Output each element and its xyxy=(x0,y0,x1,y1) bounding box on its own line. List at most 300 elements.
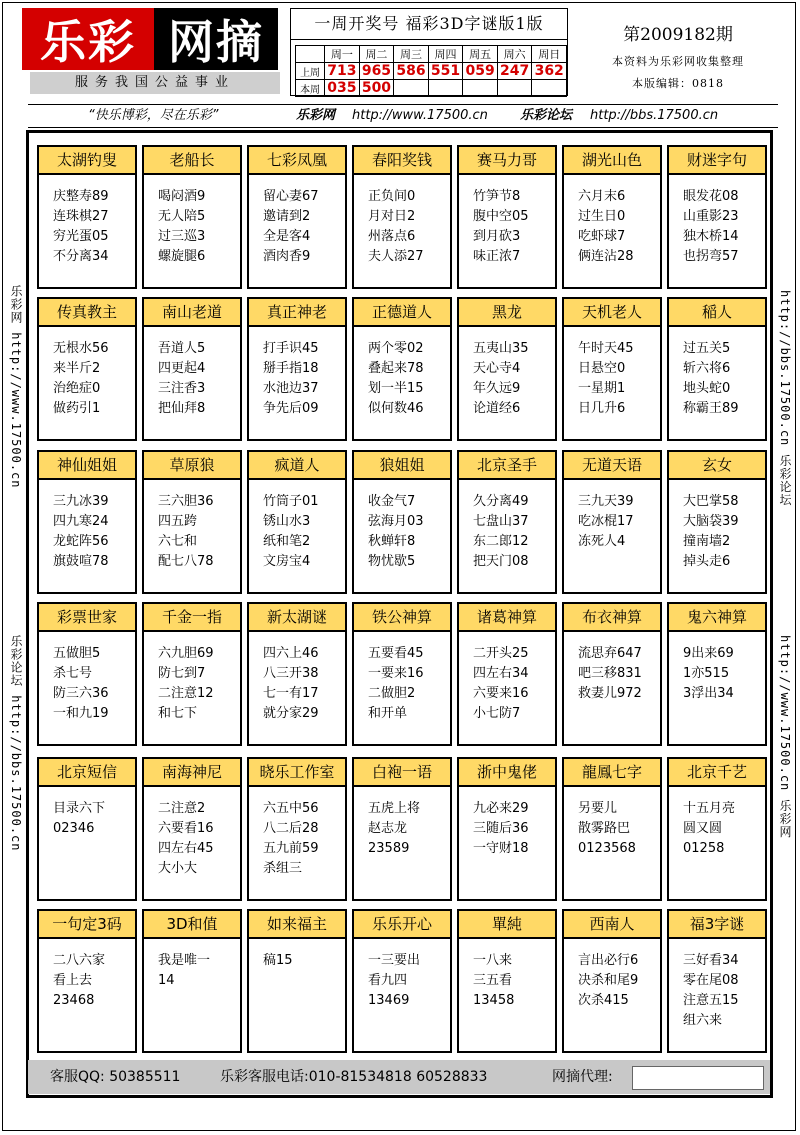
card-line: 味正浓7 xyxy=(473,249,521,264)
card-lines xyxy=(354,327,450,419)
card-lines xyxy=(144,939,240,991)
forecast-card xyxy=(667,757,767,901)
card-title: 玄女 xyxy=(669,452,765,480)
card-line: 救妻儿972 xyxy=(578,686,642,701)
card-line: 论道经6 xyxy=(473,401,521,416)
card-line: 二八六家 xyxy=(53,953,106,968)
card-line: 五夷山35 xyxy=(473,341,529,356)
card-line: 穷光蛋05 xyxy=(53,229,109,244)
card-lines xyxy=(39,632,135,724)
card-lines xyxy=(39,939,135,1011)
issue-editor: 本版编辑：0818 xyxy=(632,77,724,90)
card-line: 二注意12 xyxy=(158,686,214,701)
day-header: 周四 xyxy=(428,46,463,63)
card-line: 年久远9 xyxy=(473,381,521,396)
card-line: 五虎上将 xyxy=(368,801,421,816)
card-title: 真正神老 xyxy=(249,299,345,327)
logo-right: 网摘 xyxy=(154,8,278,70)
card-lines xyxy=(459,632,555,724)
card-lines xyxy=(669,480,765,572)
card-line: 和七下 xyxy=(158,706,198,721)
card-line: 治绝症0 xyxy=(53,381,101,396)
card-lines xyxy=(354,632,450,724)
card-title: 传真教主 xyxy=(39,299,135,327)
last-week-number: 247 xyxy=(497,63,532,80)
issue-note: 本资料为乐彩网收集整理 xyxy=(612,55,744,68)
forecast-card xyxy=(457,757,557,901)
card-line: 文房宝4 xyxy=(263,554,311,569)
card-title: 北京千艺 xyxy=(669,759,765,787)
forecast-card xyxy=(247,297,347,441)
card-line: 锈山水3 xyxy=(263,514,311,529)
card-lines xyxy=(144,327,240,419)
card-line: 二注意2 xyxy=(158,801,206,816)
card-line: 庆整寿89 xyxy=(53,189,109,204)
forecast-card xyxy=(457,909,557,1053)
card-line: 竹笋节8 xyxy=(473,189,521,204)
card-line: 9出来69 xyxy=(683,646,734,661)
card-title: 浙中鬼佬 xyxy=(459,759,555,787)
card-line: 零在尾08 xyxy=(683,973,739,988)
card-line: 掰手指18 xyxy=(263,361,319,376)
this-week-number: 500 xyxy=(359,80,394,97)
last-week-number: 362 xyxy=(532,63,567,80)
day-header: 周日 xyxy=(532,46,567,63)
card-lines xyxy=(249,787,345,879)
card-line: 吃虾球7 xyxy=(578,229,626,244)
card-line: 四六上46 xyxy=(263,646,319,661)
forecast-card xyxy=(37,909,137,1053)
card-line: 吃冰棍17 xyxy=(578,514,634,529)
card-title: 七彩凤凰 xyxy=(249,147,345,175)
card-line: 九必来29 xyxy=(473,801,529,816)
card-lines xyxy=(564,327,660,419)
card-title: 湖光山色 xyxy=(564,147,660,175)
card-line: 三六胆36 xyxy=(158,494,214,509)
this-week-label: 本周 xyxy=(296,80,325,97)
card-title: 疯道人 xyxy=(249,452,345,480)
card-line: 独木桥14 xyxy=(683,229,739,244)
logo xyxy=(22,8,278,70)
card-line: 酒肉香9 xyxy=(263,249,311,264)
card-title: 彩票世家 xyxy=(39,604,135,632)
card-lines xyxy=(459,787,555,859)
card-line: 收金气7 xyxy=(368,494,416,509)
card-lines xyxy=(669,327,765,419)
last-week-number: 586 xyxy=(394,63,429,80)
card-line: 次杀415 xyxy=(578,993,629,1008)
card-lines xyxy=(39,327,135,419)
site2-url[interactable]: http://bbs.17500.cn xyxy=(590,108,719,123)
card-line: 大小大 xyxy=(158,861,198,876)
card-title: 南海神尼 xyxy=(144,759,240,787)
forecast-card xyxy=(142,757,242,901)
card-line: 赵志龙 xyxy=(368,821,408,836)
card-line: 俩连沾28 xyxy=(578,249,634,264)
this-week-number xyxy=(497,80,532,97)
card-title: 财迷字句 xyxy=(669,147,765,175)
forecast-card xyxy=(352,450,452,594)
card-line: 二开头25 xyxy=(473,646,529,661)
card-lines xyxy=(669,787,765,859)
card-line: 过五关5 xyxy=(683,341,731,356)
motto-bar xyxy=(28,104,778,128)
card-line: 东二郎12 xyxy=(473,534,529,549)
card-title: 狼姐姐 xyxy=(354,452,450,480)
card-line: 过三巡3 xyxy=(158,229,206,244)
card-line: 州落点6 xyxy=(368,229,416,244)
forecast-card xyxy=(562,145,662,289)
card-line: 月对日2 xyxy=(368,209,416,224)
card-line: 1亦515 xyxy=(683,666,730,681)
card-line: 把天门08 xyxy=(473,554,529,569)
card-line: 做药引1 xyxy=(53,401,101,416)
card-line: 一守财18 xyxy=(473,841,529,856)
card-title: 單純 xyxy=(459,911,555,939)
card-line: 四左右45 xyxy=(158,841,214,856)
card-line: 也拐弯57 xyxy=(683,249,739,264)
card-title: 如来福主 xyxy=(249,911,345,939)
forecast-card xyxy=(142,602,242,746)
card-line: 13458 xyxy=(473,993,515,1008)
card-line: 四九寒24 xyxy=(53,514,109,529)
card-lines xyxy=(39,787,135,839)
card-line: 五要看45 xyxy=(368,646,424,661)
card-title: 北京圣手 xyxy=(459,452,555,480)
card-line: 就分家29 xyxy=(263,706,319,721)
card-line: 七一有17 xyxy=(263,686,319,701)
card-title: 布衣神算 xyxy=(564,604,660,632)
card-lines xyxy=(669,632,765,704)
card-line: 物忧歇5 xyxy=(368,554,416,569)
card-lines xyxy=(354,939,450,1011)
card-line: 撞南墙2 xyxy=(683,534,731,549)
forecast-card xyxy=(142,297,242,441)
card-line: 不分离34 xyxy=(53,249,109,264)
card-title: 赛马力哥 xyxy=(459,147,555,175)
forecast-card xyxy=(667,602,767,746)
this-week-number xyxy=(428,80,463,97)
day-header: 周三 xyxy=(394,46,429,63)
last-week-number: 059 xyxy=(463,63,498,80)
card-title: 老船长 xyxy=(144,147,240,175)
card-line: 全是客4 xyxy=(263,229,311,244)
logo-left: 乐彩 xyxy=(22,8,154,70)
last-week-number: 713 xyxy=(325,63,360,80)
card-line: 五做胆5 xyxy=(53,646,101,661)
card-line: 一和九19 xyxy=(53,706,109,721)
forecast-card xyxy=(37,757,137,901)
agent-input[interactable] xyxy=(632,1066,764,1090)
card-line: 0123568 xyxy=(578,841,636,856)
site1-url[interactable]: http://www.17500.cn xyxy=(352,108,488,123)
card-lines xyxy=(39,480,135,572)
card-line: 打手识45 xyxy=(263,341,319,356)
card-title: 正德道人 xyxy=(354,299,450,327)
card-lines xyxy=(564,787,660,859)
motto-quote: “快乐博彩，尽在乐彩” xyxy=(88,108,219,123)
forecast-card xyxy=(352,145,452,289)
this-week-number xyxy=(532,80,567,97)
forecast-card xyxy=(37,297,137,441)
card-lines xyxy=(249,632,345,724)
card-line: 称霸王89 xyxy=(683,401,739,416)
card-title: 新太湖谜 xyxy=(249,604,345,632)
card-line: 13469 xyxy=(368,993,410,1008)
card-line: 十五月亮 xyxy=(683,801,736,816)
card-line: 六要看16 xyxy=(158,821,214,836)
card-line: 邀请到2 xyxy=(263,209,311,224)
card-line: 23468 xyxy=(53,993,95,1008)
card-line: 把仙拜8 xyxy=(158,401,206,416)
card-lines xyxy=(459,480,555,572)
card-line: 喝闷酒9 xyxy=(158,189,206,204)
slogan: 服务我国公益事业 xyxy=(30,72,280,94)
footer-phone: 乐彩客服电话:010-81534818 60528833 xyxy=(220,1069,488,1085)
card-line: 防七到7 xyxy=(158,666,206,681)
card-title: 草原狼 xyxy=(144,452,240,480)
card-line: 3浮出34 xyxy=(683,686,734,701)
card-lines xyxy=(249,939,345,971)
card-line: 似何数46 xyxy=(368,401,424,416)
forecast-card xyxy=(37,145,137,289)
this-week-number: 035 xyxy=(325,80,360,97)
card-line: 六九胆69 xyxy=(158,646,214,661)
last-week-number: 551 xyxy=(428,63,463,80)
card-lines xyxy=(144,632,240,724)
card-line: 六月末6 xyxy=(578,189,626,204)
card-line: 三五看 xyxy=(473,973,513,988)
card-line: 配七八78 xyxy=(158,554,214,569)
card-line: 三九冰39 xyxy=(53,494,109,509)
card-lines xyxy=(144,480,240,572)
card-line: 小七防7 xyxy=(473,706,521,721)
card-title: 龍鳳七字 xyxy=(564,759,660,787)
card-line: 无根水56 xyxy=(53,341,109,356)
card-title: 北京短信 xyxy=(39,759,135,787)
card-line: 天心寺4 xyxy=(473,361,521,376)
card-title: 神仙姐姐 xyxy=(39,452,135,480)
card-line: 弦海月03 xyxy=(368,514,424,529)
card-line: 地头蛇0 xyxy=(683,381,731,396)
site2-name: 乐彩论坛 xyxy=(520,108,573,123)
card-title: 南山老道 xyxy=(144,299,240,327)
card-title: 鬼六神算 xyxy=(669,604,765,632)
forecast-card xyxy=(562,602,662,746)
card-line: 七盘山37 xyxy=(473,514,529,529)
draw-table xyxy=(295,45,567,97)
forecast-card xyxy=(457,297,557,441)
issue-number: 第2009182期 xyxy=(623,25,733,45)
forecast-card xyxy=(457,450,557,594)
last-week-label: 上周 xyxy=(296,63,325,80)
last-week-number: 965 xyxy=(359,63,394,80)
forecast-card xyxy=(352,602,452,746)
card-lines xyxy=(39,175,135,267)
forecast-card xyxy=(667,450,767,594)
forecast-card xyxy=(247,602,347,746)
card-line: 看上去 xyxy=(53,973,93,988)
card-line: 冻死人4 xyxy=(578,534,626,549)
card-lines xyxy=(564,939,660,1011)
card-line: 划一半15 xyxy=(368,381,424,396)
card-line: 旗鼓喧78 xyxy=(53,554,109,569)
card-line: 吾道人5 xyxy=(158,341,206,356)
forecast-card xyxy=(247,145,347,289)
forecast-card xyxy=(142,450,242,594)
card-title: 3D和值 xyxy=(144,911,240,939)
card-title: 天机老人 xyxy=(564,299,660,327)
side-right-top: http://bbs.17500.cn 乐彩论坛 xyxy=(778,290,792,507)
card-line: 大巴掌58 xyxy=(683,494,739,509)
card-line: 01258 xyxy=(683,841,725,856)
card-line: 和开单 xyxy=(368,706,408,721)
forecast-card xyxy=(142,145,242,289)
card-line: 防三六36 xyxy=(53,686,109,701)
day-header: 周五 xyxy=(463,46,498,63)
card-line: 三注香3 xyxy=(158,381,206,396)
forecast-card xyxy=(667,909,767,1053)
card-line: 23589 xyxy=(368,841,410,856)
card-line: 看九四 xyxy=(368,973,408,988)
card-line: 八二后28 xyxy=(263,821,319,836)
footer-agent-label: 网摘代理: xyxy=(552,1069,613,1085)
card-line: 眼发花08 xyxy=(683,189,739,204)
card-line: 六七和 xyxy=(158,534,198,549)
card-lines xyxy=(564,632,660,704)
card-title: 福3字谜 xyxy=(669,911,765,939)
site1-name: 乐彩网 xyxy=(296,108,336,123)
card-line: 三九天39 xyxy=(578,494,634,509)
card-line: 我是唯一 xyxy=(158,953,211,968)
card-line: 14 xyxy=(158,973,175,988)
card-line: 争先后09 xyxy=(263,401,319,416)
card-line: 六要来16 xyxy=(473,686,529,701)
this-week-number xyxy=(463,80,498,97)
card-lines xyxy=(144,787,240,879)
card-title: 诸葛神算 xyxy=(459,604,555,632)
card-line: 无人陪5 xyxy=(158,209,206,224)
forecast-card xyxy=(562,909,662,1053)
footer xyxy=(28,1060,770,1094)
card-line: 四左右34 xyxy=(473,666,529,681)
card-line: 纸和笔2 xyxy=(263,534,311,549)
card-line: 四更起4 xyxy=(158,361,206,376)
card-line: 正负间0 xyxy=(368,189,416,204)
card-line: 午时天45 xyxy=(578,341,634,356)
card-line: 螺旋腿6 xyxy=(158,249,206,264)
card-line: 一要来16 xyxy=(368,666,424,681)
this-week-number xyxy=(394,80,429,97)
forecast-card xyxy=(667,145,767,289)
card-line: 日几升6 xyxy=(578,401,626,416)
forecast-card xyxy=(142,909,242,1053)
side-right-bottom: http://www.17500.cn 乐彩网 xyxy=(778,635,792,839)
footer-qq: 客服QQ: 50385511 xyxy=(50,1069,181,1085)
card-line: 一三要出 xyxy=(368,953,421,968)
card-line: 来半斤2 xyxy=(53,361,101,376)
card-line: 另要儿 xyxy=(578,801,618,816)
card-title: 西南人 xyxy=(564,911,660,939)
card-line: 六五中56 xyxy=(263,801,319,816)
card-lines xyxy=(144,175,240,267)
card-line: 山重影23 xyxy=(683,209,739,224)
card-line: 目录六下 xyxy=(53,801,106,816)
card-lines xyxy=(459,327,555,419)
card-line: 一八来 xyxy=(473,953,513,968)
card-line: 叠起来78 xyxy=(368,361,424,376)
card-lines xyxy=(249,175,345,267)
card-lines xyxy=(669,939,765,1031)
forecast-card xyxy=(37,602,137,746)
card-lines xyxy=(564,175,660,267)
card-line: 连珠棋27 xyxy=(53,209,109,224)
card-line: 斩六将6 xyxy=(683,361,731,376)
card-lines xyxy=(354,480,450,572)
card-line: 稿15 xyxy=(263,953,293,968)
card-line: 竹筒子01 xyxy=(263,494,319,509)
forecast-grid xyxy=(26,130,773,1098)
forecast-card xyxy=(457,145,557,289)
forecast-card xyxy=(667,297,767,441)
card-title: 晓乐工作室 xyxy=(249,759,345,787)
card-line: 到月砍3 xyxy=(473,229,521,244)
card-title: 一句定3码 xyxy=(39,911,135,939)
card-line: 两个零02 xyxy=(368,341,424,356)
card-line: 久分离49 xyxy=(473,494,529,509)
card-line: 腹中空05 xyxy=(473,209,529,224)
issue-box xyxy=(580,8,776,96)
card-title: 稲人 xyxy=(669,299,765,327)
card-line: 水池边37 xyxy=(263,381,319,396)
card-line: 02346 xyxy=(53,821,95,836)
forecast-card xyxy=(247,450,347,594)
card-lines xyxy=(669,175,765,267)
card-line: 八三开38 xyxy=(263,666,319,681)
card-line: 组六来 xyxy=(683,1013,723,1028)
card-lines xyxy=(459,939,555,1011)
day-header: 周六 xyxy=(497,46,532,63)
card-line: 注意五15 xyxy=(683,993,739,1008)
draw-results xyxy=(290,8,568,96)
card-title: 铁公神算 xyxy=(354,604,450,632)
side-left-top: 乐彩网 http://www.17500.cn xyxy=(9,285,23,489)
card-line: 三随后36 xyxy=(473,821,529,836)
card-line: 圆又圆 xyxy=(683,821,723,836)
card-title: 黑龙 xyxy=(459,299,555,327)
card-line: 杀七号 xyxy=(53,666,93,681)
card-line: 掉头走6 xyxy=(683,554,731,569)
card-title: 白袍一语 xyxy=(354,759,450,787)
side-left-bottom: 乐彩论坛 http://bbs.17500.cn xyxy=(9,635,23,852)
forecast-card xyxy=(352,297,452,441)
card-line: 二做胆2 xyxy=(368,686,416,701)
card-line: 一星期1 xyxy=(578,381,626,396)
card-line: 四五跨 xyxy=(158,514,198,529)
forecast-card xyxy=(352,757,452,901)
card-line: 龙蛇阵56 xyxy=(53,534,109,549)
forecast-card xyxy=(37,450,137,594)
card-line: 留心妻67 xyxy=(263,189,319,204)
card-lines xyxy=(564,480,660,552)
day-header: 周二 xyxy=(359,46,394,63)
card-line: 杀组三 xyxy=(263,861,303,876)
card-lines xyxy=(459,175,555,267)
forecast-card xyxy=(457,602,557,746)
card-line: 吧三移831 xyxy=(578,666,642,681)
card-line: 五九前59 xyxy=(263,841,319,856)
card-line: 言出必行6 xyxy=(578,953,639,968)
